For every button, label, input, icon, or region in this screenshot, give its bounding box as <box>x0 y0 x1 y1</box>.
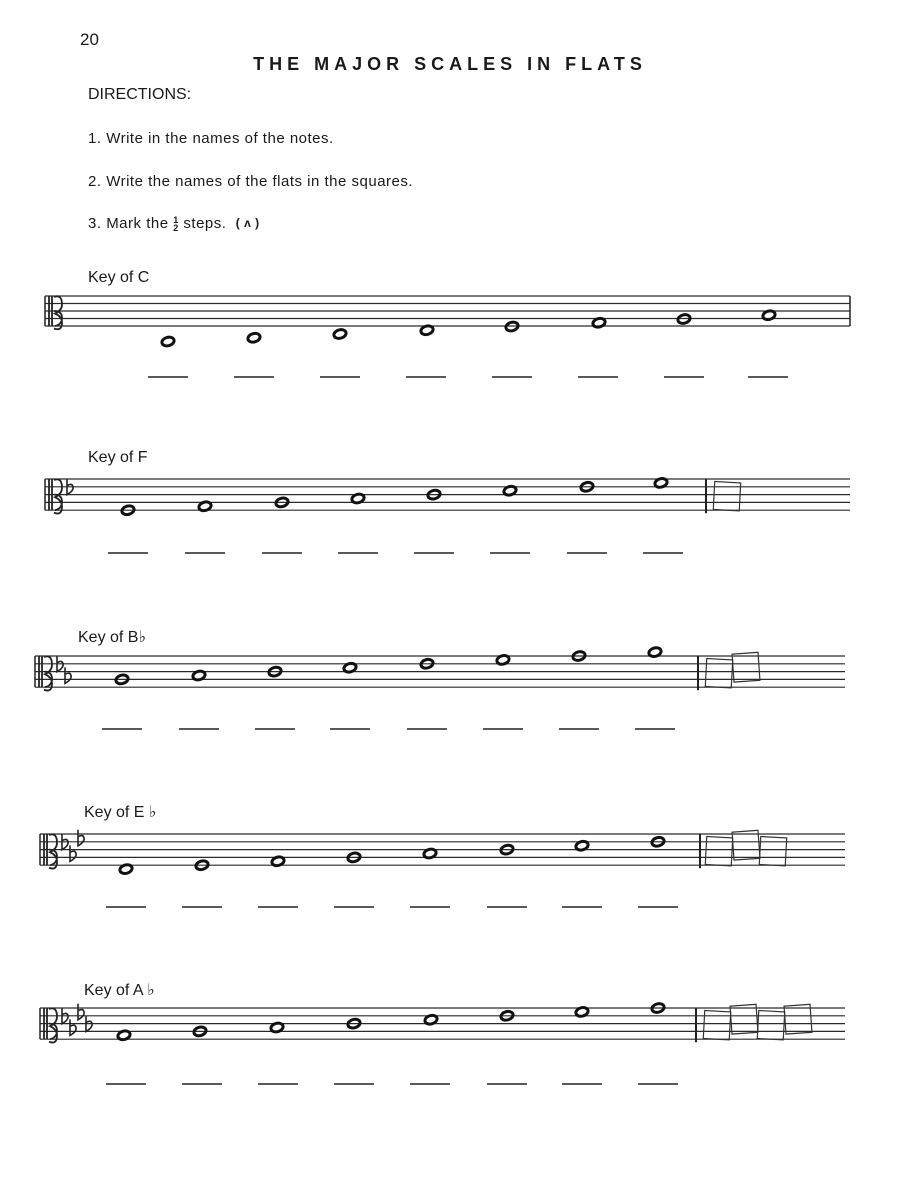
half-step-mark-symbol: ( ʌ ) <box>235 216 260 230</box>
direction-number: 1. <box>88 130 102 147</box>
key-label-a-flat: Key of A ♭ <box>84 982 155 999</box>
flat-answer-square <box>703 1011 730 1040</box>
direction-text: Mark the <box>106 215 169 232</box>
flat-answer-square <box>784 1004 812 1034</box>
flat-answer-square <box>757 1011 784 1040</box>
fraction-denominator: 2 <box>173 223 179 233</box>
key-label-f: Key of F <box>88 449 148 466</box>
fraction-numerator: 1 <box>173 215 179 225</box>
key-label-c: Key of C <box>88 269 150 286</box>
key-label-b-flat: Key of B♭ <box>78 629 147 646</box>
direction-text: Write the names of the flats in the squares. <box>106 173 414 190</box>
clef-icon <box>44 1008 57 1043</box>
flat-icon <box>70 1019 76 1035</box>
direction-number: 3. <box>88 215 102 232</box>
directions-heading: DIRECTIONS: <box>88 86 192 103</box>
direction-text: Write in the names of the notes. <box>106 130 334 147</box>
key-label-e-flat: Key of E ♭ <box>84 804 157 821</box>
direction-number: 2. <box>88 173 102 190</box>
page-number: 20 <box>80 30 99 49</box>
page-title: THE MAJOR SCALES IN FLATS <box>253 54 647 74</box>
direction-text: steps. <box>183 215 227 232</box>
flat-icon <box>78 1004 84 1020</box>
flat-answer-square <box>730 1004 758 1034</box>
